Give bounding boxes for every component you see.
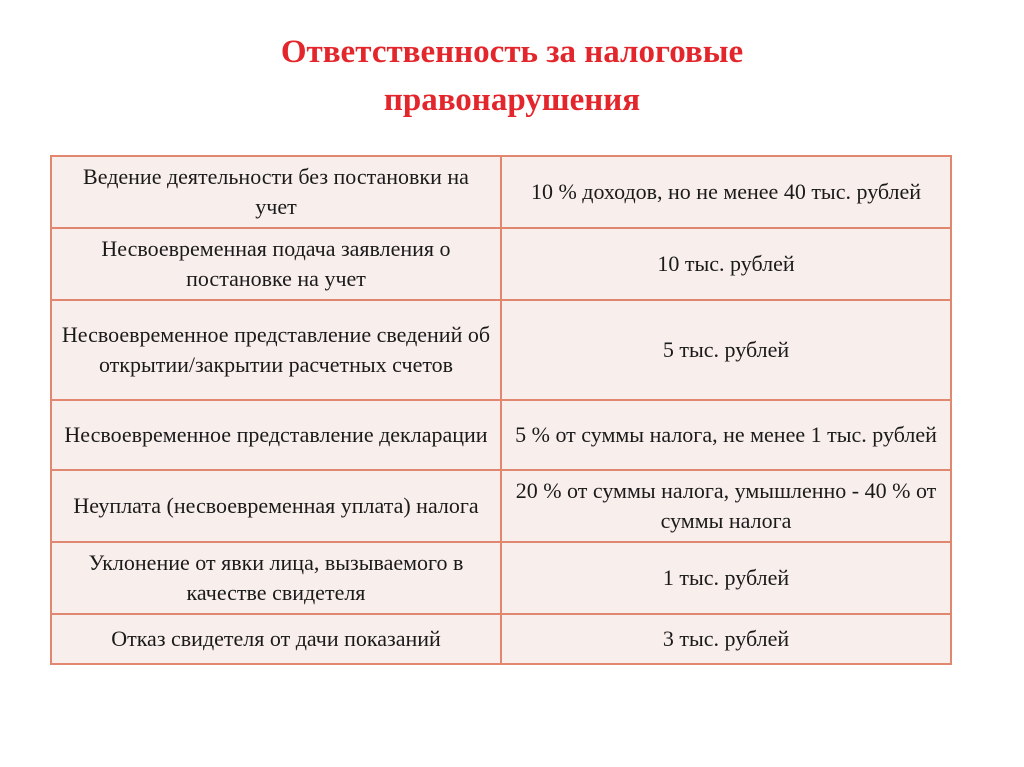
page-title-line-1: Ответственность за налоговые bbox=[280, 34, 744, 70]
penalty-cell: 5 % от суммы налога, не менее 1 тыс. рублей bbox=[501, 400, 951, 470]
table-row bbox=[51, 228, 951, 300]
penalty-cell: 10 тыс. рублей bbox=[501, 228, 951, 300]
penalty-cell: 3 тыс. рублей bbox=[501, 614, 951, 664]
violation-cell: Ведение деятельности без постановки на учет bbox=[51, 156, 501, 228]
penalty-cell: 1 тыс. рублей bbox=[501, 542, 951, 614]
penalty-cell: 10 % доходов, но не менее 40 тыс. рублей bbox=[501, 156, 951, 228]
table-row bbox=[51, 470, 951, 542]
table-row bbox=[51, 400, 951, 470]
penalty-cell: 5 тыс. рублей bbox=[501, 300, 951, 400]
table-row bbox=[51, 300, 951, 400]
page-title-line-2: правонарушения bbox=[383, 82, 641, 118]
violation-cell: Несвоевременное представление сведений об открытии/закрытии расчетных счетов bbox=[51, 300, 501, 400]
violation-cell: Отказ свидетеля от дачи показаний bbox=[51, 614, 501, 664]
table-row bbox=[51, 614, 951, 664]
table-row bbox=[51, 156, 951, 228]
page-title bbox=[0, 28, 1024, 124]
violation-cell: Несвоевременное представление декларации bbox=[51, 400, 501, 470]
violation-cell: Уклонение от явки лица, вызываемого в качестве свидетеля bbox=[51, 542, 501, 614]
table-row bbox=[51, 542, 951, 614]
violation-cell: Несвоевременная подача заявления о постановке на учет bbox=[51, 228, 501, 300]
tax-violations-table bbox=[50, 155, 952, 665]
penalty-cell: 20 % от суммы налога, умышленно - 40 % от суммы налога bbox=[501, 470, 951, 542]
violation-cell: Неуплата (несвоевременная уплата) налога bbox=[51, 470, 501, 542]
